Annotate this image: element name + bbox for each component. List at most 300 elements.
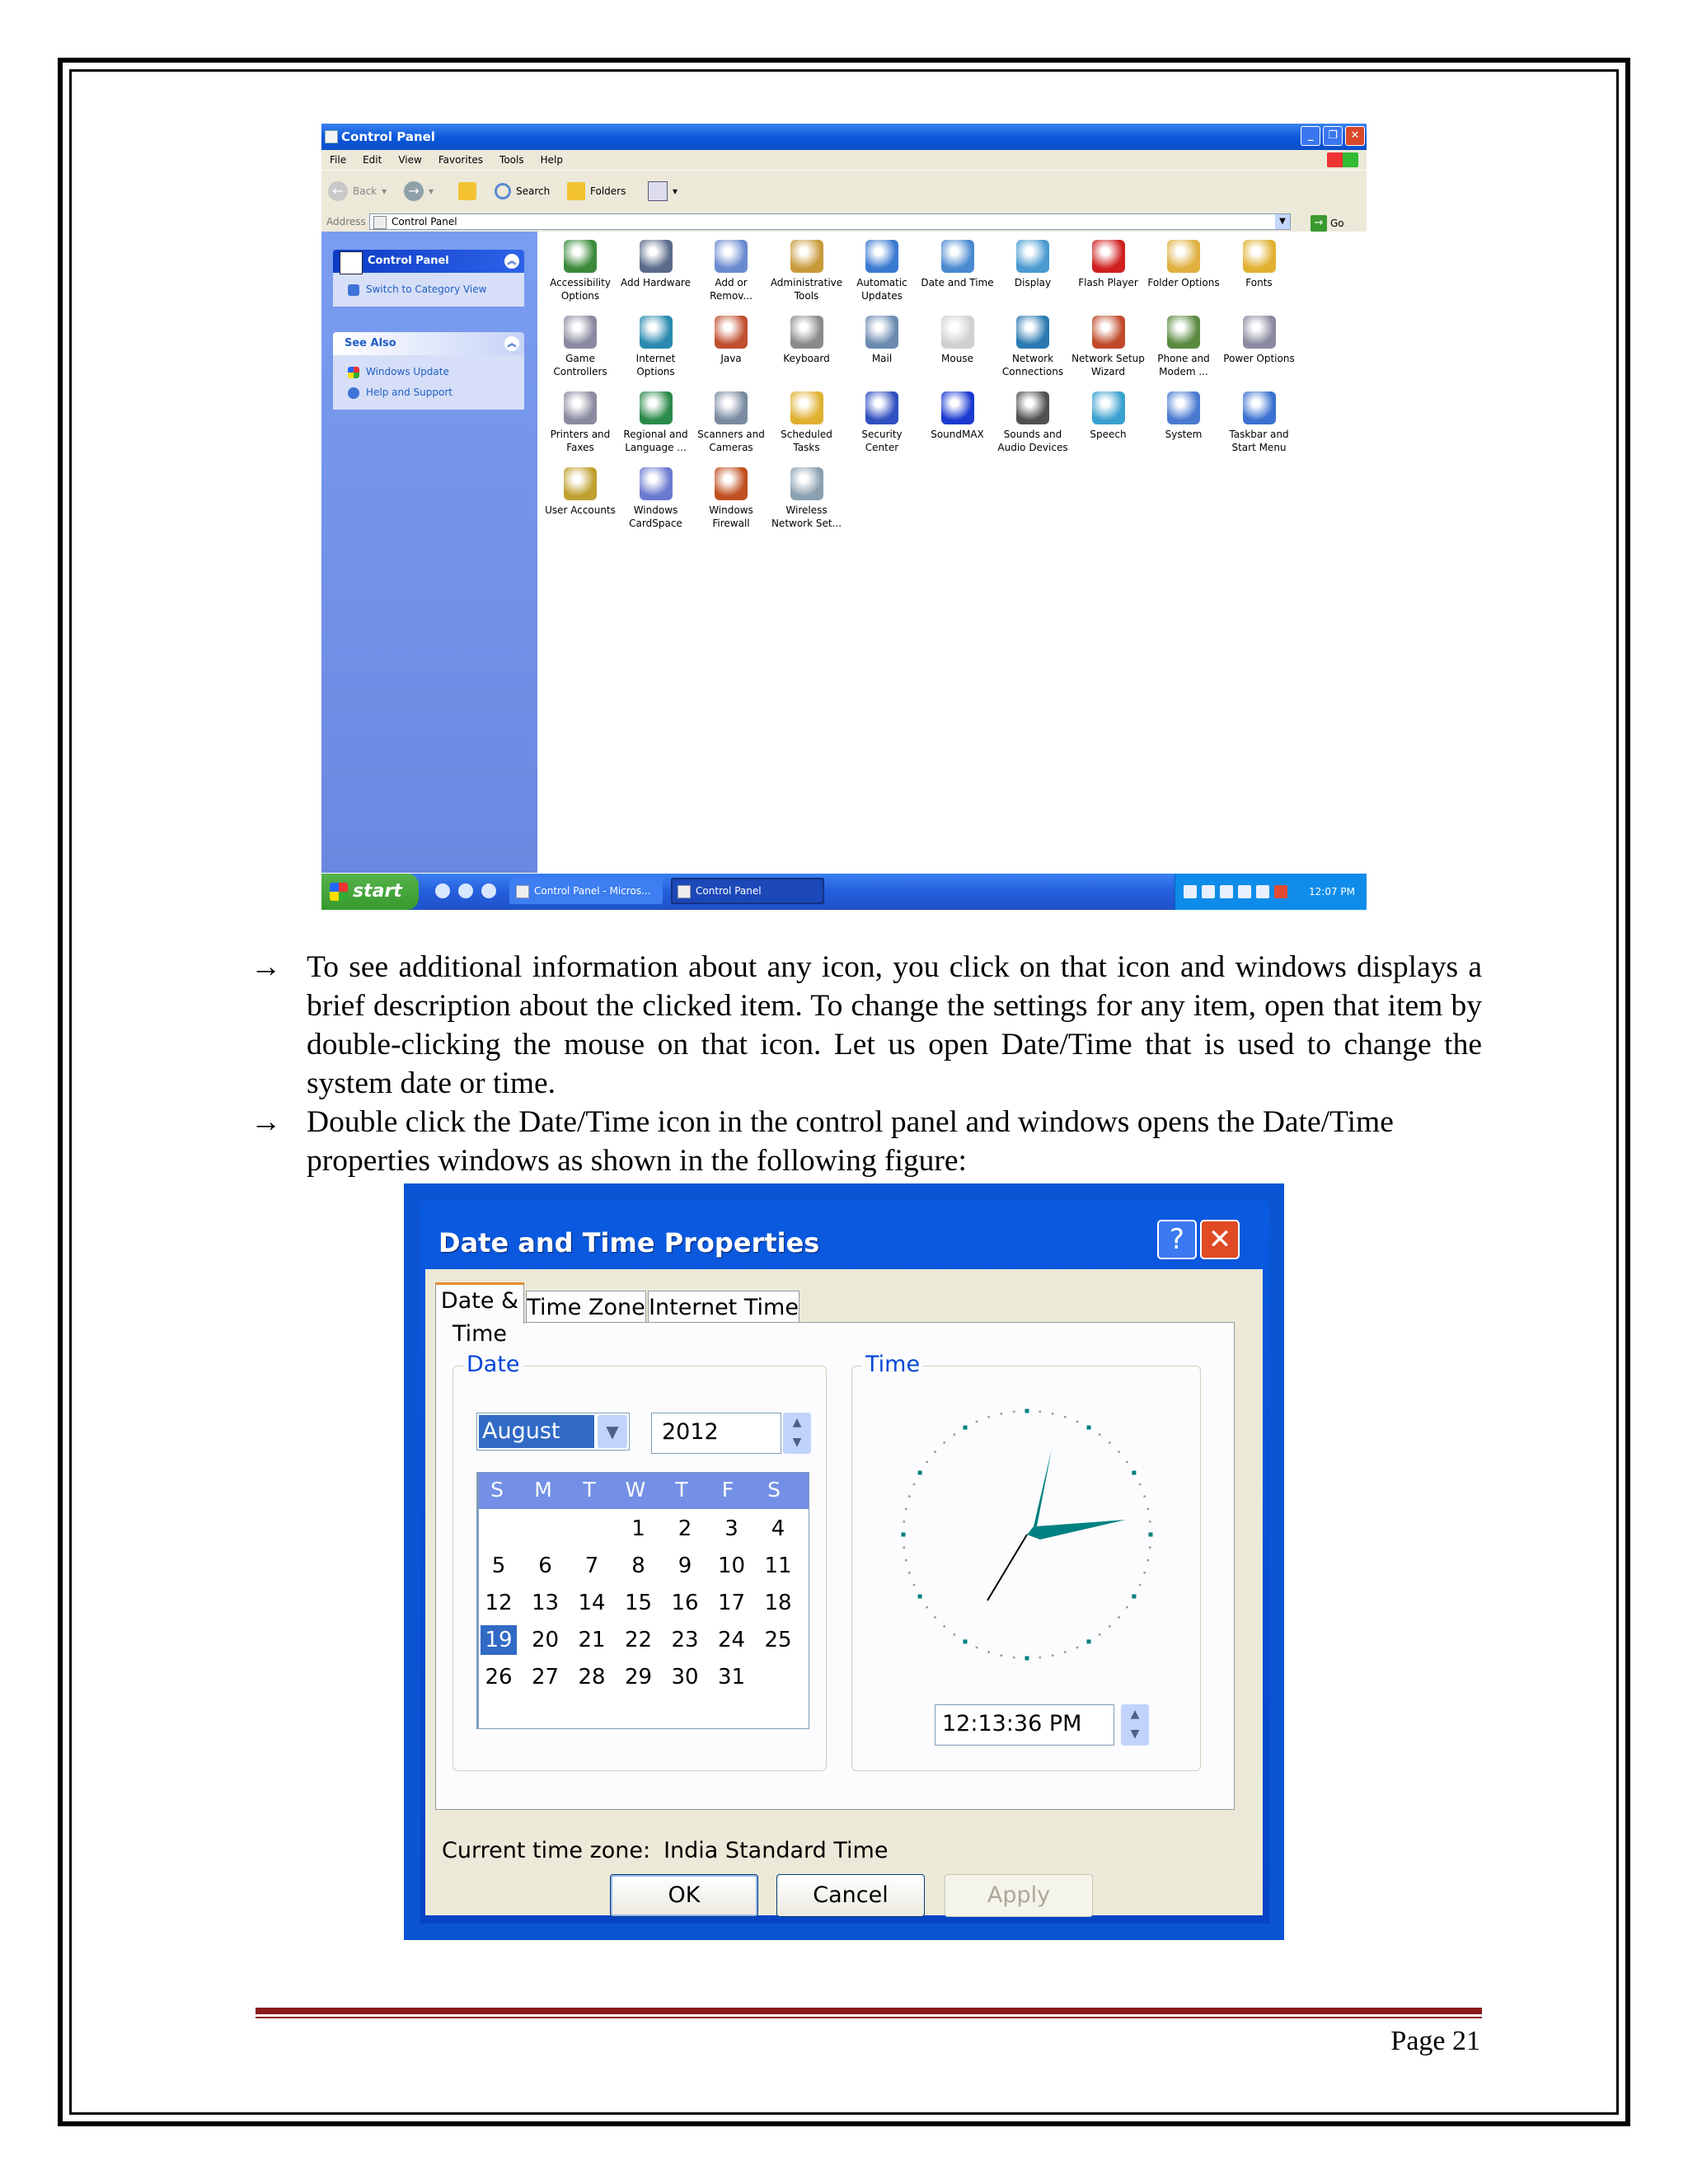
control-panel-item-label: Internet Options [635,353,676,377]
speaker-icon [1016,391,1049,424]
forward-arrow-icon: → [404,181,424,201]
hour-tick [918,1471,922,1475]
year-input[interactable]: 2012 [651,1413,781,1454]
java-icon [715,316,748,349]
minute-tick [1039,1411,1041,1413]
minute-tick [1099,1633,1101,1636]
hour-tick [964,1639,968,1643]
control-panel-icon [340,251,363,274]
windows-update-icon [348,367,359,378]
system-icon [1167,391,1200,424]
calendar-day[interactable]: 28 [578,1665,606,1690]
calendar-day[interactable]: 18 [764,1591,792,1615]
firewall-icon [715,467,748,500]
time-group [851,1352,1201,1771]
title-bar [321,124,1367,150]
taskbar-button-control-panel[interactable] [671,878,824,904]
speech-icon [1092,391,1125,424]
minute-tick [926,1606,928,1609]
minute-tick [987,1651,990,1653]
chevron-down-icon[interactable]: ▼ [1275,214,1290,229]
control-panel-item-label: Add Hardware [621,277,691,288]
folders-button[interactable] [567,181,626,201]
minute-tick [987,1416,990,1418]
control-panel-item-label: Display [1014,277,1052,288]
control-panel-item[interactable] [1221,240,1297,289]
taskbar [321,874,1367,910]
updates-icon [865,240,898,273]
calendar-day[interactable]: 30 [671,1665,699,1690]
hour-tick [1132,1595,1136,1599]
control-panel-items [537,232,1367,873]
desktop-icon[interactable] [481,883,496,898]
hardware-icon [640,240,673,273]
month-value: August [479,1415,594,1448]
control-panel-item-label: Windows Firewall [709,504,753,529]
see-also-header[interactable] [333,332,524,355]
control-panel-item[interactable] [769,467,845,530]
tab-time-zone[interactable]: Time Zone [526,1291,646,1324]
weekday-label: T [675,1478,688,1502]
control-panel-item[interactable] [618,467,694,530]
close-button[interactable]: ✕ [1200,1220,1240,1259]
hour-tick [1149,1533,1153,1537]
collapse-icon[interactable]: ︽ [504,254,519,269]
year-spinner[interactable]: ▲ ▼ [783,1413,811,1454]
minute-tick [943,1625,945,1628]
calendar-day[interactable]: 10 [717,1554,746,1578]
menu-favorites[interactable]: Favorites [438,154,484,166]
shield-icon [865,391,898,424]
control-panel-item-label: Java [720,353,742,364]
taskbar-icon [1243,391,1276,424]
search-icon [495,183,511,199]
tray-icon[interactable] [1256,885,1269,898]
views-icon [648,181,668,201]
control-panel-item[interactable] [693,316,769,365]
minute-tick [1143,1495,1146,1497]
menu-file[interactable]: File [330,154,347,166]
go-button[interactable] [1311,213,1344,233]
minute-tick [1052,1654,1054,1657]
time-input[interactable]: 12:13:36 PM [935,1704,1114,1746]
control-panel-item-label: Folder Options [1147,277,1220,288]
control-panel-item-label: Keyboard [783,353,830,364]
control-panel-item-label: Mouse [941,353,973,364]
control-panel-item[interactable] [844,391,920,454]
calendar-day[interactable]: 31 [717,1665,746,1690]
weekday-label: T [583,1478,596,1502]
soundmax-icon [941,391,974,424]
minute-tick [1039,1657,1041,1659]
minute-tick [1013,1411,1015,1413]
apply-button[interactable]: Apply [945,1874,1093,1917]
network-icon [1016,316,1049,349]
up-folder-button[interactable] [458,181,476,201]
weekday-label: W [625,1478,646,1502]
control-panel-item[interactable] [1146,240,1221,289]
control-panel-item[interactable] [1221,391,1297,454]
hour-tick [1025,1409,1029,1413]
control-panel-item-label: Wireless Network Set... [771,504,842,529]
menu-tools[interactable]: Tools [499,154,524,166]
side-panel-title: Control Panel [368,255,449,267]
tray-icon[interactable] [1220,885,1233,898]
calendar-day[interactable]: 15 [624,1591,653,1615]
control-panel-item[interactable] [1146,316,1221,378]
minute-tick [1149,1546,1151,1549]
weekday-label: F [721,1478,734,1502]
calendar-day[interactable]: 14 [578,1591,606,1615]
control-panel-item[interactable] [995,316,1071,378]
go-label: Go [1330,218,1344,229]
time-group-label: Time [862,1352,923,1377]
control-panel-item[interactable] [618,316,694,378]
control-panel-item-label: Power Options [1223,353,1295,364]
minute-tick [976,1647,978,1649]
collapse-icon[interactable]: ︽ [504,336,519,351]
phone-icon [1167,316,1200,349]
views-button[interactable]: ▾ [648,181,678,201]
arrow-bullet: → [251,950,282,984]
minute-tick [954,1433,956,1436]
calendar-day[interactable]: 17 [717,1591,746,1615]
minute-tick [1001,1413,1003,1415]
calendar-day[interactable]: 11 [764,1554,792,1578]
power-icon [1243,316,1276,349]
task-label: Control Panel [696,885,762,897]
minute-tick [908,1495,911,1497]
control-panel-item-label: Accessibility Options [550,277,611,302]
calendar-day[interactable]: 23 [671,1628,699,1652]
calendar-day-selected[interactable]: 19 [481,1625,517,1655]
control-panel-item[interactable] [693,467,769,530]
help-button[interactable]: ? [1157,1220,1197,1259]
tray-icon[interactable] [1238,885,1251,898]
control-panel-item[interactable] [1146,391,1221,441]
hour-tick [964,1426,968,1430]
calendar-day[interactable]: 7 [584,1554,599,1578]
back-button[interactable]: ← Back ▾ [328,181,387,201]
wireless-icon [790,467,823,500]
menu-edit[interactable]: Edit [363,154,382,166]
month-select[interactable] [476,1413,630,1451]
control-panel-item-label: Network Setup Wizard [1071,353,1145,377]
window-title: Control Panel [341,129,435,144]
tray-icon[interactable] [1202,885,1215,898]
calendar-day[interactable]: 13 [531,1591,560,1615]
minute-tick [1146,1559,1149,1562]
admin-tools-icon [790,240,823,273]
control-panel-item[interactable] [920,240,996,289]
keyboard-icon [790,316,823,349]
control-panel-item[interactable] [1071,240,1146,289]
folder-options-icon [1167,240,1200,273]
folders-label: Folders [590,185,626,197]
date-time-dialog-screenshot [404,1183,1284,1940]
control-panel-item[interactable] [920,391,996,441]
search-label: Search [516,185,551,197]
minute-tick [905,1508,907,1511]
control-panel-item-label: Game Controllers [553,353,607,377]
control-panel-item-label: Mail [871,353,893,364]
forward-button[interactable]: → ▾ [404,181,434,201]
calendar-day[interactable]: 26 [485,1665,513,1690]
control-panel-item[interactable] [769,316,845,365]
minute-tick [903,1521,906,1523]
calendar-day[interactable]: 5 [491,1554,506,1578]
footer-rule-thin [256,2017,1482,2018]
minimize-button[interactable]: _ [1301,126,1320,146]
control-panel-item[interactable] [542,467,618,517]
calendar-day[interactable]: 16 [671,1591,699,1615]
control-panel-item-label: Security Center [861,429,903,453]
minute-tick [1052,1413,1054,1415]
globe-icon [640,391,673,424]
control-panel-item[interactable] [693,240,769,302]
printer-icon [564,391,597,424]
control-panel-item[interactable] [995,391,1071,454]
calendar-day[interactable]: 29 [624,1665,653,1690]
control-panel-item[interactable] [769,391,845,454]
control-panel-item-label: Windows CardSpace [629,504,682,529]
minute-tick [1013,1657,1015,1659]
see-also-box [333,332,524,410]
bullet-paragraph [251,1103,1482,1180]
menu-bar [321,150,1367,170]
hour-tick [918,1595,922,1599]
calendar-day[interactable]: 3 [724,1516,738,1541]
minute-tick [1143,1572,1146,1574]
control-panel-item-label: Add or Remov... [710,277,753,302]
control-panel-box-header[interactable] [333,250,524,273]
tray-icon[interactable] [1274,885,1287,898]
window-icon [516,885,529,898]
back-arrow-icon: ← [328,181,348,201]
windows-update-link[interactable] [348,362,524,382]
control-panel-item-label: Printers and Faxes [550,429,611,453]
weekday-label: S [490,1478,504,1502]
control-panel-item[interactable] [1071,391,1146,441]
minute-tick [1149,1521,1151,1523]
calendar-day[interactable]: 8 [631,1554,645,1578]
time-zone-value: India Standard Time [663,1838,889,1863]
tab-internet-time[interactable]: Internet Time [648,1291,799,1324]
cancel-button[interactable]: Cancel [776,1874,925,1917]
calendar [476,1472,809,1729]
media-icon[interactable] [458,883,473,898]
minute-tick [1126,1606,1128,1609]
address-input[interactable] [369,213,1291,230]
control-panel-item[interactable] [542,316,618,378]
minute-tick [934,1616,936,1619]
control-panel-screenshot [321,124,1367,910]
paragraph-text: To see additional information about any icon, you click on that icon and windows displays a brief description about the clicked item. To change the settings for any item, open that item by double-clicking the mouse on that icon. Let us open Date/Time that is used to change the system date or time. [307,950,1482,1100]
minute-tick [905,1559,907,1562]
calendar-day[interactable]: 9 [678,1554,692,1578]
toolbar [321,170,1367,213]
windows-logo-icon [1327,152,1358,167]
control-panel-item-label: Scanners and Cameras [697,429,765,453]
folders-icon [567,182,585,200]
control-panel-item[interactable] [844,240,920,302]
go-arrow-icon: → [1311,215,1327,232]
weekday-header [479,1473,809,1509]
calendar-day[interactable]: 4 [771,1516,785,1541]
back-label: Back [353,185,377,197]
system-tray [1175,874,1367,910]
minute-tick [926,1461,928,1464]
minute-tick [1109,1625,1111,1628]
help-icon [348,387,359,399]
hour-tick [902,1533,906,1537]
control-panel-icon [373,216,387,229]
windows-update-label: Windows Update [366,366,449,377]
current-time-zone [442,1838,888,1863]
dialog-title: Date and Time Properties [438,1227,820,1258]
taskbar-button-control-panel-microsoft[interactable] [509,878,663,904]
maximize-button[interactable]: ❐ [1323,126,1343,146]
control-panel-item[interactable] [618,240,694,289]
chevron-down-icon[interactable]: ▼ [598,1415,627,1448]
control-panel-item-label: System [1165,429,1203,440]
time-spinner[interactable]: ▲ ▼ [1121,1704,1149,1746]
calendar-day[interactable]: 2 [678,1516,692,1541]
minute-tick [913,1584,916,1586]
control-panel-item-label: Date and Time [921,277,994,288]
control-panel-item-label: Taskbar and Start Menu [1229,429,1289,453]
weekday-label: M [534,1478,552,1502]
control-panel-item[interactable] [769,240,845,302]
help-support-label: Help and Support [366,387,452,398]
calendar-day[interactable]: 12 [485,1591,513,1615]
control-panel-item-label: Fonts [1245,277,1273,288]
switch-view-icon [348,284,359,296]
minute-tick [1064,1651,1067,1653]
minute-tick [1118,1451,1120,1453]
scanner-icon [715,391,748,424]
calendar-day[interactable]: 27 [531,1665,560,1690]
time-zone-label: Current time zone: [442,1838,651,1863]
hour-tick [1087,1639,1091,1643]
minute-tick [1126,1461,1128,1464]
minute-tick [1076,1647,1079,1649]
minute-tick [1118,1616,1120,1619]
control-panel-item[interactable] [1071,316,1146,378]
control-panel-item-label: Automatic Updates [856,277,907,302]
minute-tick [1001,1654,1003,1657]
address-value: Control Panel [392,216,457,227]
second-hand [987,1535,1027,1601]
date-time-icon [941,240,974,273]
taskbar-clock[interactable]: 12:07 PM [1309,886,1355,898]
minute-tick [1139,1483,1142,1486]
add-remove-icon [715,240,748,273]
calendar-day[interactable]: 6 [538,1554,552,1578]
footer-rule [256,2008,1482,2014]
control-panel-item-label: Speech [1090,429,1127,440]
close-button[interactable]: ✕ [1345,126,1365,146]
control-panel-item[interactable] [844,316,920,365]
control-panel-item-label: User Accounts [545,504,616,516]
tray-icon[interactable] [1184,885,1197,898]
tasks-icon [790,391,823,424]
start-label: start [353,881,402,902]
start-button[interactable] [321,874,419,910]
flash-icon [1092,240,1125,273]
menu-help[interactable]: Help [540,154,563,166]
switch-category-view-link[interactable] [348,279,524,300]
hour-tick [1025,1657,1029,1661]
see-also-title: See Also [345,337,396,349]
control-panel-item-label: Flash Player [1078,277,1138,288]
windows-flag-icon [330,883,348,901]
minute-tick [903,1546,906,1549]
calendar-day[interactable]: 21 [578,1628,606,1652]
minute-tick [954,1633,956,1636]
control-panel-item-label: Sounds and Audio Devices [997,429,1068,453]
calendar-day[interactable]: 20 [531,1628,560,1652]
control-panel-item[interactable] [542,391,618,454]
control-panel-item-label: Administrative Tools [770,277,843,302]
help-support-link[interactable] [348,382,524,403]
control-panel-box [333,250,524,307]
tab-date-time[interactable]: Date & Time [435,1282,524,1324]
fonts-icon [1243,240,1276,273]
control-panel-item[interactable] [693,391,769,454]
menu-view[interactable]: View [398,154,422,166]
control-panel-item[interactable] [995,240,1071,289]
task-label: Control Panel - Micros... [534,885,651,897]
minute-hand [1027,1520,1126,1540]
control-panel-item[interactable] [920,316,996,365]
analog-clock [895,1403,1159,1666]
minute-tick [976,1421,978,1423]
minute-tick [1099,1433,1101,1436]
date-group [452,1352,827,1771]
minute-tick [908,1572,911,1574]
control-panel-item-label: Phone and Modem ... [1157,353,1210,377]
game-icon [564,316,597,349]
calendar-day[interactable]: 25 [764,1628,792,1652]
control-panel-item-label: Scheduled Tasks [781,429,832,453]
control-panel-item[interactable] [542,240,618,302]
minute-tick [1076,1421,1079,1423]
calendar-day[interactable]: 1 [631,1516,645,1541]
page-number: Page 21 [1390,2026,1480,2056]
minute-tick [943,1441,945,1444]
control-panel-icon [325,130,338,143]
up-folder-icon [458,182,476,200]
control-panel-item[interactable] [1221,316,1297,365]
ok-button[interactable]: OK [610,1874,758,1917]
ie-icon[interactable] [435,883,450,898]
display-icon [1016,240,1049,273]
paragraph-text: Double click the Date/Time icon in the control panel and windows opens the Date/Time properties windows as shown in the following figure: [307,1105,1394,1178]
control-panel-item-label: Regional and Language ... [623,429,688,453]
arrow-bullet: → [251,1105,282,1139]
search-button[interactable] [495,181,550,201]
calendar-day[interactable]: 22 [624,1628,653,1652]
control-panel-icon [678,885,691,898]
hour-tick [1087,1426,1091,1430]
switch-view-label: Switch to Category View [366,284,487,295]
bullet-paragraph [251,948,1482,1103]
control-panel-item-label: SoundMAX [931,429,984,440]
control-panel-item[interactable] [618,391,694,454]
calendar-day[interactable]: 24 [717,1628,746,1652]
tab-panel [435,1322,1235,1810]
